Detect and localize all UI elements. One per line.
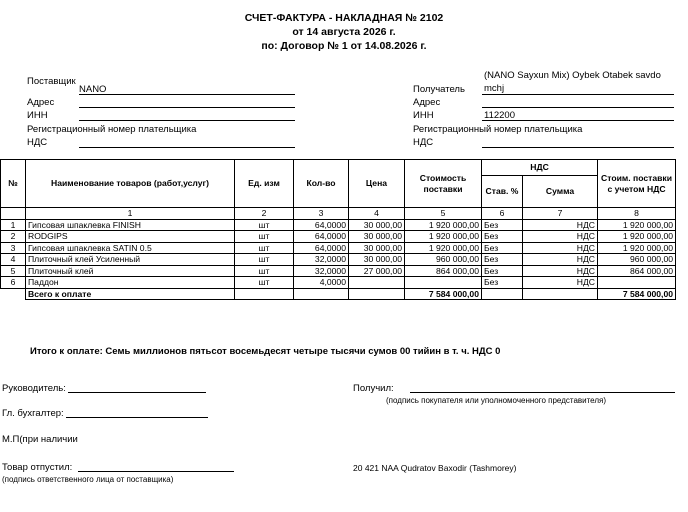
row-unit: шт [235, 219, 294, 231]
row-qty: 64,0000 [294, 242, 349, 254]
invoice-title: СЧЕТ-ФАКТУРА - НАКЛАДНАЯ № 2102 [244, 12, 444, 24]
received-signature-line [410, 392, 675, 393]
row-total: 1 920 000,00 [598, 231, 676, 243]
row-unit: шт [235, 242, 294, 254]
stamp-label: М.П(при наличии [2, 434, 78, 445]
total-empty-cell [1, 288, 26, 300]
receiver-nds-label: НДС [413, 137, 434, 148]
supplier-inn-label: ИНН [27, 110, 48, 121]
row-rate: Без [482, 231, 523, 243]
row-total: 864 000,00 [598, 265, 676, 277]
row-unit: шт [235, 265, 294, 277]
row-cost [405, 277, 482, 289]
released-person: 20 421 NAA Qudratov Baxodir (Tashmorey) [353, 463, 517, 473]
supplier-inn-line [79, 120, 295, 121]
row-number: 3 [1, 242, 26, 254]
invoice-contract: по: Договор № 1 от 14.08.2026 г. [261, 40, 427, 52]
row-sum: НДС [523, 277, 598, 289]
row-price: 27 000,00 [349, 265, 405, 277]
row-sum: НДС [523, 242, 598, 254]
header-unit: Ед. изм [235, 160, 294, 208]
row-sum: НДС [523, 219, 598, 231]
table-row [1, 231, 676, 243]
row-qty: 64,0000 [294, 231, 349, 243]
total-sum: 7 584 000,00 [598, 288, 676, 300]
released-signature-line [78, 471, 234, 472]
receiver-name-line [482, 94, 674, 95]
header-num: № [1, 160, 26, 208]
row-price: 30 000,00 [349, 231, 405, 243]
receiver-name-line2: mchj [484, 83, 505, 94]
accountant-label: Гл. бухгалтер: [2, 408, 64, 419]
table-row [1, 265, 676, 277]
col-number: 4 [349, 208, 405, 220]
row-name: Плиточный клей Усиленный [26, 254, 235, 266]
total-empty-cell [523, 288, 598, 300]
supplier-label: Поставщик [27, 76, 76, 87]
header-name: Наименование товаров (работ,услуг) [26, 160, 235, 208]
row-name: Плиточный клей [26, 265, 235, 277]
row-rate: Без [482, 265, 523, 277]
header-price: Цена [349, 160, 405, 208]
header-sum: Сумма [523, 176, 598, 208]
row-unit: шт [235, 231, 294, 243]
row-name: RODGIPS [26, 231, 235, 243]
table-header-row [1, 160, 676, 176]
row-price: 30 000,00 [349, 219, 405, 231]
table-row [1, 219, 676, 231]
header-nds: НДС [482, 160, 598, 176]
receiver-inn: 112200 [484, 110, 515, 121]
row-cost: 1 920 000,00 [405, 231, 482, 243]
row-rate: Без [482, 254, 523, 266]
row-qty: 32,0000 [294, 254, 349, 266]
col-number: 1 [26, 208, 235, 220]
receiver-address-line [482, 107, 674, 108]
supplier-address-label: Адрес [27, 97, 55, 108]
total-empty-cell [349, 288, 405, 300]
row-price: 30 000,00 [349, 242, 405, 254]
released-note: (подпись ответственного лица от поставщика) [2, 475, 174, 484]
row-number: 2 [1, 231, 26, 243]
supplier-name-line [79, 94, 295, 95]
row-name: Гипсовая шпаклевка FINISH [26, 219, 235, 231]
header-cost: Стоимость поставки [405, 160, 482, 208]
total-in-words: Итого к оплате: Семь миллионов пятьсот восемьдесят четыре тысячи сумов 00 тийин в т. ч. НДС 0 [30, 346, 501, 357]
col-number: 5 [405, 208, 482, 220]
receiver-address-label: Адрес [413, 97, 441, 108]
col-number: 6 [482, 208, 523, 220]
total-empty-cell [294, 288, 349, 300]
total-cost: 7 584 000,00 [405, 288, 482, 300]
table-row [1, 277, 676, 289]
row-price: 30 000,00 [349, 254, 405, 266]
row-sum: НДС [523, 231, 598, 243]
row-name: Паддон [26, 277, 235, 289]
row-sum: НДС [523, 254, 598, 266]
row-cost: 960 000,00 [405, 254, 482, 266]
total-label: Всего к оплате [26, 288, 235, 300]
receiver-name-line1: (NANO Sayxun Mix) Oybek Otabek savdo [484, 70, 661, 81]
receiver-reg-label: Регистрационный номер плательщика [413, 124, 583, 135]
received-note: (подпись покупателя или уполномоченного представителя) [386, 396, 607, 405]
row-total: 960 000,00 [598, 254, 676, 266]
receiver-inn-label: ИНН [413, 110, 434, 121]
total-row [1, 288, 676, 300]
supplier-nds-label: НДС [27, 137, 48, 148]
invoice-date: от 14 августа 2026 г. [292, 26, 396, 38]
receiver-label: Получатель [413, 84, 465, 95]
released-label: Товар отпустил: [2, 462, 73, 473]
received-label: Получил: [353, 383, 394, 394]
supplier-address-line [79, 107, 295, 108]
supplier-name: NANO [79, 84, 107, 95]
row-cost: 1 920 000,00 [405, 219, 482, 231]
row-total [598, 277, 676, 289]
row-number: 6 [1, 277, 26, 289]
col-number: 7 [523, 208, 598, 220]
row-total: 1 920 000,00 [598, 219, 676, 231]
row-cost: 864 000,00 [405, 265, 482, 277]
row-number: 4 [1, 254, 26, 266]
row-qty: 64,0000 [294, 219, 349, 231]
row-rate: Без [482, 219, 523, 231]
director-signature-line [68, 392, 206, 393]
receiver-inn-line [482, 120, 674, 121]
col-number: 3 [294, 208, 349, 220]
supplier-reg-label: Регистрационный номер плательщика [27, 124, 197, 135]
row-cost: 1 920 000,00 [405, 242, 482, 254]
goods-table [0, 159, 676, 300]
accountant-signature-line [66, 417, 208, 418]
col-number: 2 [235, 208, 294, 220]
receiver-nds-line [482, 147, 674, 148]
total-empty-cell [235, 288, 294, 300]
row-unit: шт [235, 254, 294, 266]
row-qty: 32,0000 [294, 265, 349, 277]
supplier-nds-line [79, 147, 295, 148]
col-number: 8 [598, 208, 676, 220]
column-number-row [1, 208, 676, 220]
table-row [1, 242, 676, 254]
row-number: 1 [1, 219, 26, 231]
row-name: Гипсовая шпаклевка SATIN 0.5 [26, 242, 235, 254]
row-rate: Без [482, 277, 523, 289]
row-sum: НДС [523, 265, 598, 277]
table-row [1, 254, 676, 266]
row-number: 5 [1, 265, 26, 277]
row-price [349, 277, 405, 289]
header-rate: Став. % [482, 176, 523, 208]
header-qty: Кол-во [294, 160, 349, 208]
row-total: 1 920 000,00 [598, 242, 676, 254]
col-number [1, 208, 26, 220]
director-label: Руководитель: [2, 383, 66, 394]
row-rate: Без [482, 242, 523, 254]
total-empty-cell [482, 288, 523, 300]
header-total: Стоим. поставки с учетом НДС [598, 160, 676, 208]
row-unit: шт [235, 277, 294, 289]
row-qty: 4,0000 [294, 277, 349, 289]
